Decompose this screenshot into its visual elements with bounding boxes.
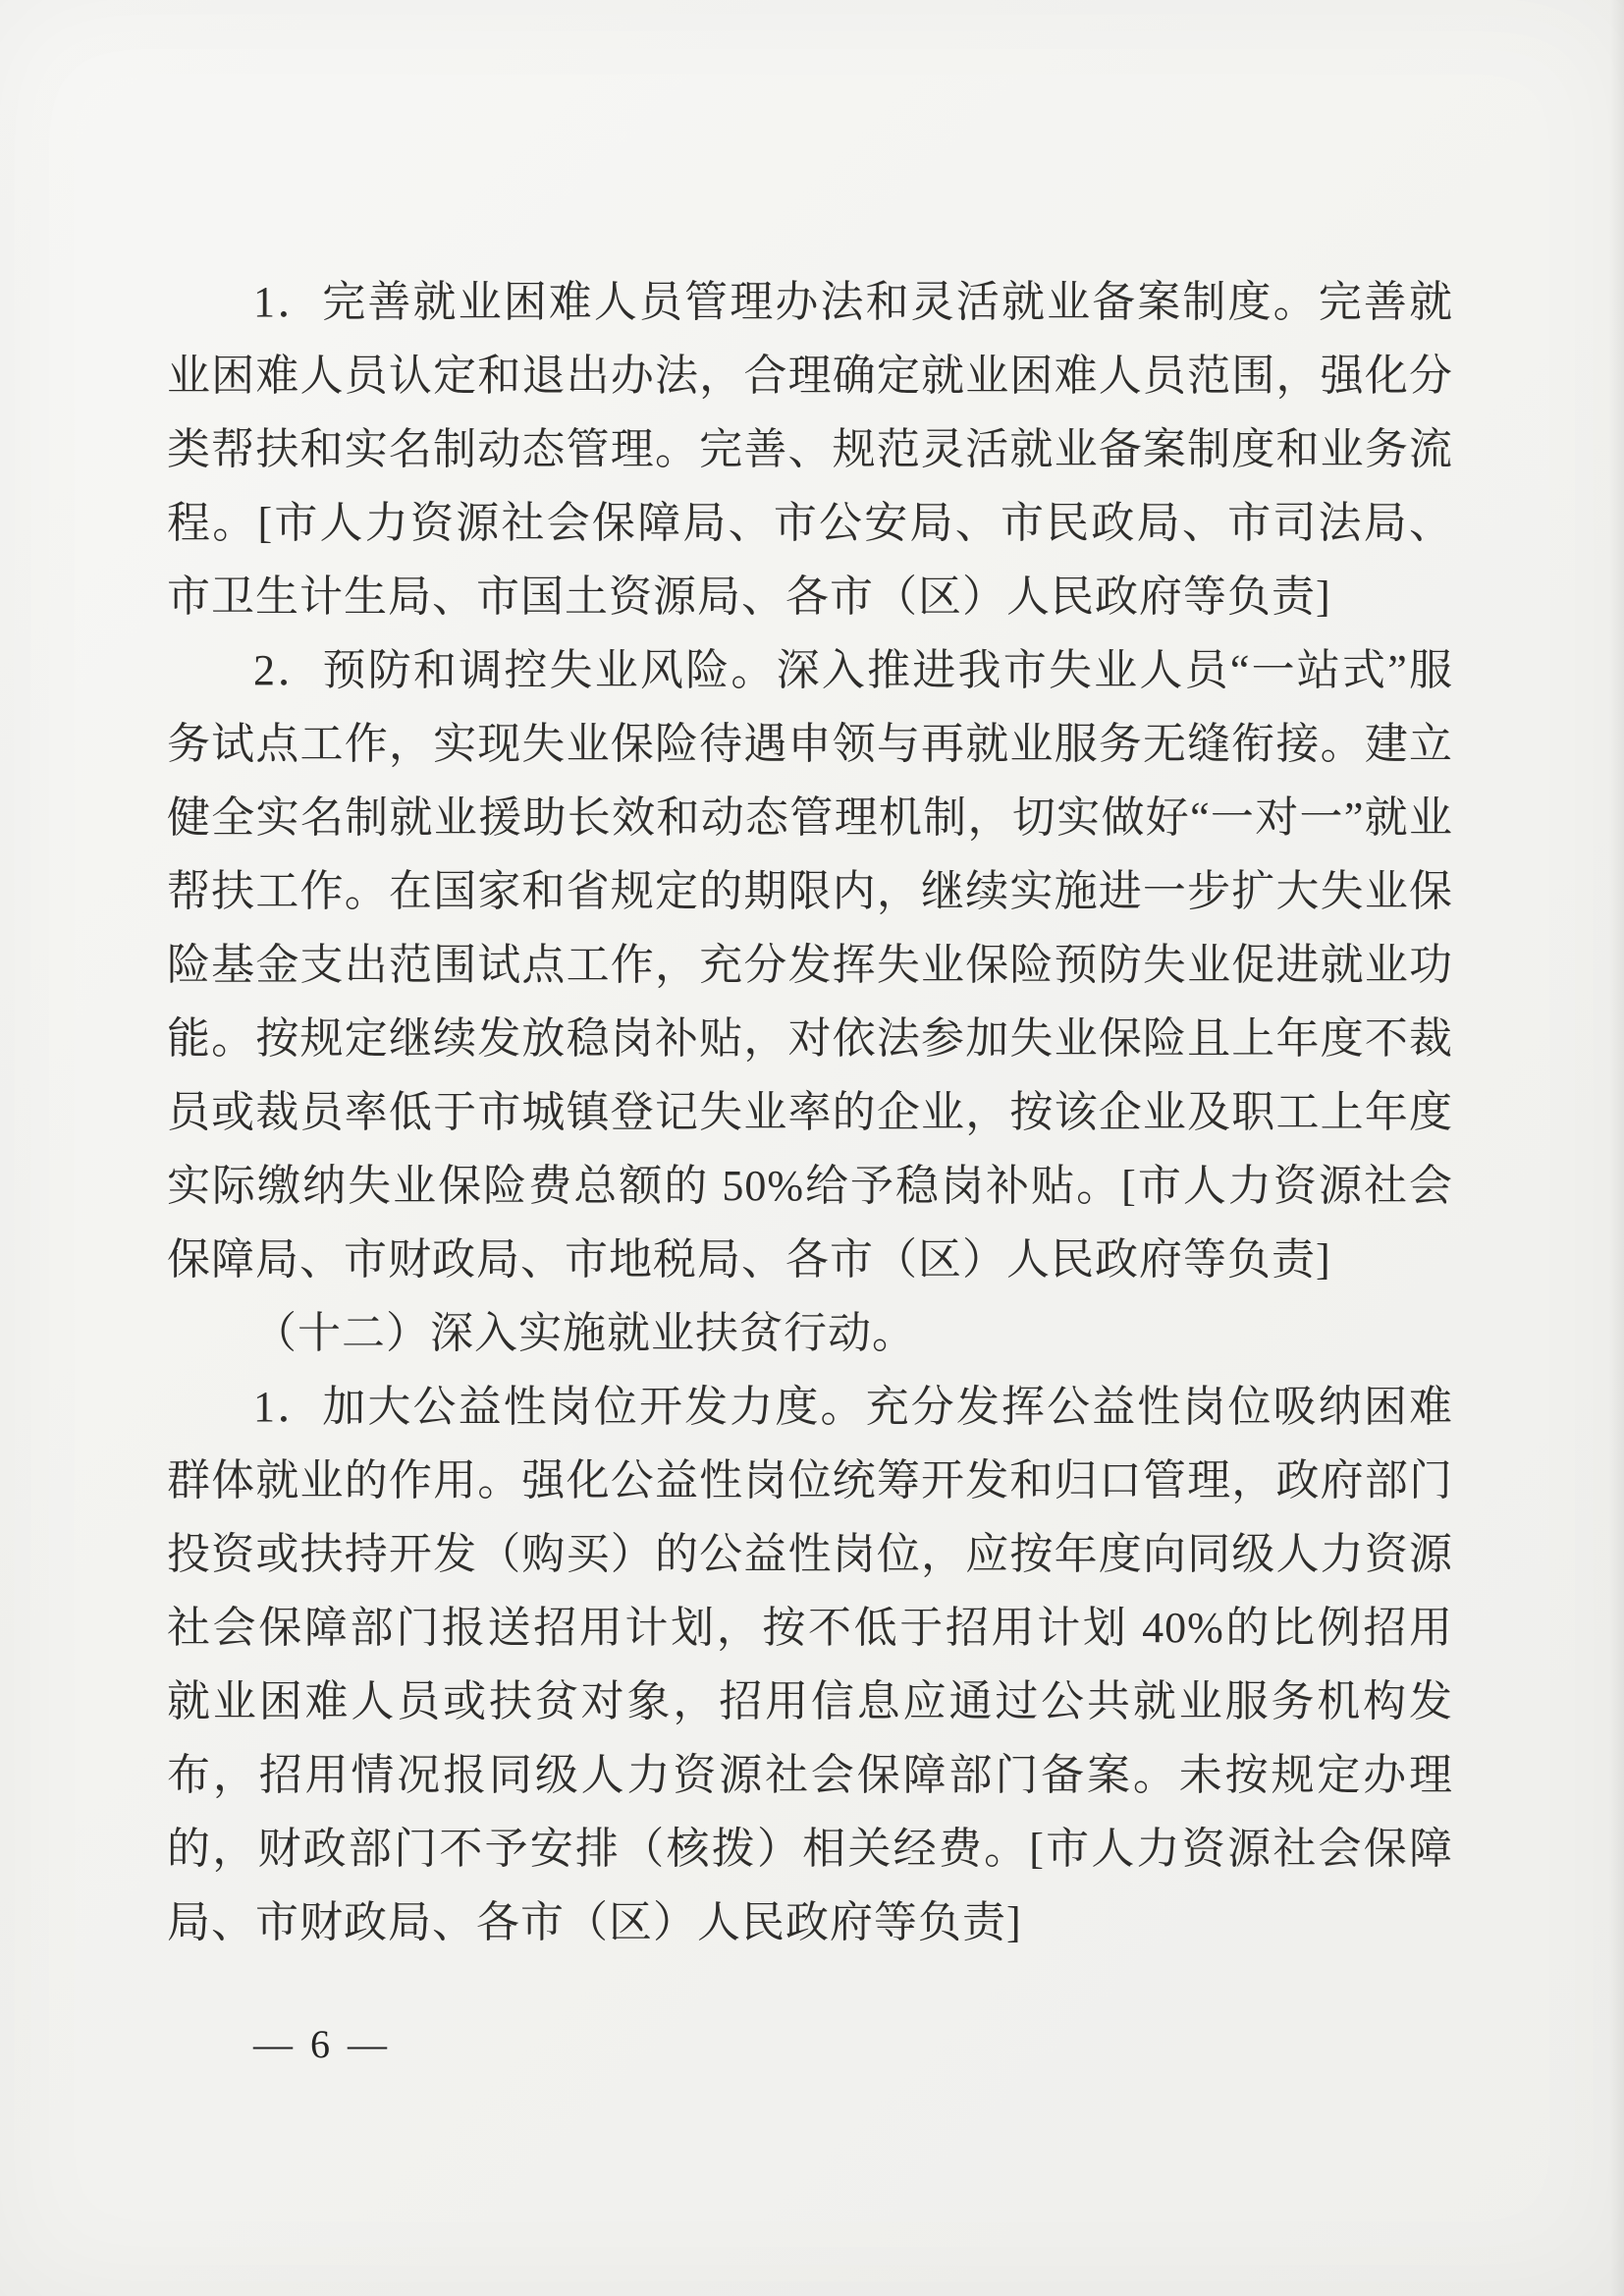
scan-edge-shadow <box>1610 0 1624 2296</box>
paragraph-2: 2．预防和调控失业风险。深入推进我市失业人员“一站式”服务试点工作，实现失业保险待遇申领与再就业服务无缝衔接。建立健全实名制就业援助长效和动态管理机制，切实做好“一对一”就业帮扶工作。在国家和省规定的期限内，继续实施进一步扩大失业保险基金支出范围试点工作，充分发挥失业保险预防失业促进就业功能。按规定继续发放稳岗补贴，对依法参加失业保险且上年度不裁员或裁员率低于市城镇登记失业率的企业，按该企业及职工上年度实际缴纳失业保险费总额的 50%给予稳岗补贴。[市人力资源社会保障局、市财政局、市地税局、各市（区）人民政府等负责] <box>167 646 1453 1284</box>
paragraph-4: 1．加大公益性岗位开发力度。充分发挥公益性岗位吸纳困难群体就业的作用。强化公益性岗位统筹开发和归口管理，政府部门投资或扶持开发（购买）的公益性岗位，应按年度向同级人力资源社会保障部门报送招用计划，按不低于招用计划 40%的比例招用就业困难人员或扶贫对象，招用信息应通过公共就业服务机构发布，招用情况报同级人力资源社会保障部门备案。未按规定办理的，财政部门不予安排（核拨）相关经费。[市人力资源社会保障局、市财政局、各市（区）人民政府等负责] <box>167 1383 1453 1946</box>
document-text-block <box>167 265 1453 1959</box>
page-number: — 6 — <box>253 2022 391 2066</box>
paragraph-3: （十二）深入实施就业扶贫行动。 <box>253 1309 916 1357</box>
paragraph-1: 1．完善就业困难人员管理办法和灵活就业备案制度。完善就业困难人员认定和退出办法，合理确定就业困难人员范围，强化分类帮扶和实名制动态管理。完善、规范灵活就业备案制度和业务流程。[市人力资源社会保障局、市公安局、市民政局、市司法局、市卫生计生局、市国土资源局、各市（区）人民政府等负责] <box>167 278 1453 621</box>
